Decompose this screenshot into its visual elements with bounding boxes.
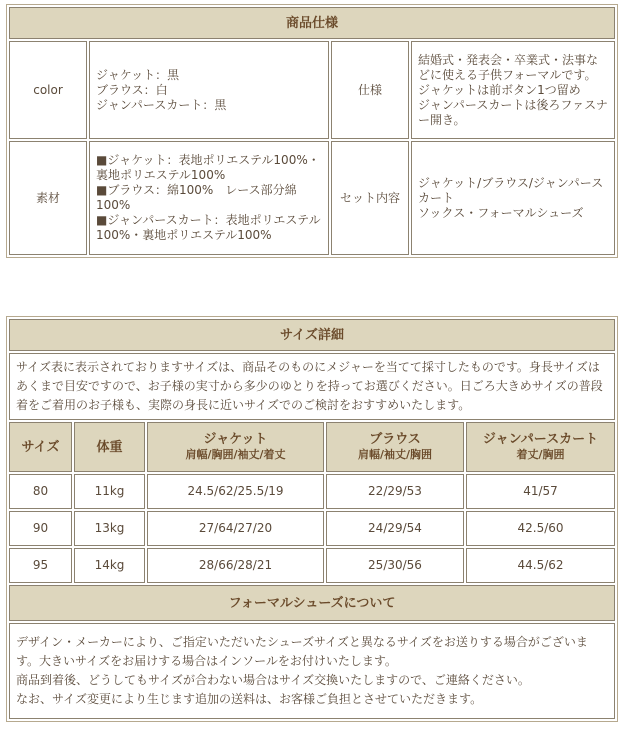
size-note: サイズ表に表示されておりますサイズは、商品そのものにメジャーを当てて採寸したものです。身長サイズはあくまで目安ですので、お子様の実寸から多少のゆとりを持ってお選びください。日ごろ大きめサイズの普段着をご着用のお子様も、実際の身長に近いサイズでのご検討をおすすめいたします。 <box>9 353 615 420</box>
table-row: 95 14kg 28/66/28/21 25/30/56 44.5/62 <box>9 548 615 583</box>
spec-table <box>6 4 618 258</box>
spec-label-color: color <box>9 41 87 139</box>
spec-value-shiyou: 結婚式・発表会・卒業式・法事などに使える子供フォーマルです。 ジャケットは前ボタン1つ留め ジャンパースカートは後ろファスナー開き。 <box>411 41 615 139</box>
size-title: サイズ詳細 <box>9 319 615 351</box>
size-table <box>6 316 618 722</box>
spec-value-material: ■ジャケット：表地ポリエステル100%・裏地ポリエステル100% ■ブラウス：綿100% レース部分綿100% ■ジャンパースカート：表地ポリエステル100%・裏地ポリエステル100% <box>89 141 329 255</box>
col-weight: 体重 <box>74 422 145 472</box>
col-blouse: ブラウス 肩幅/袖丈/胸囲 <box>326 422 464 472</box>
shoes-note: デザイン・メーカーにより、ご指定いただいたシューズサイズと異なるサイズをお送りする場合がございます。大きいサイズをお届けする場合はインソールをお付けいたします。 商品到着後、どうしてもサイズが合わない場合はサイズ交換いたしますので、ご連絡ください。 なお、サイズ変更により生じます追加の送料は、お客様ご負担とさせていただきます。 <box>9 623 615 719</box>
spec-label-set: セット内容 <box>331 141 409 255</box>
table-row: 90 13kg 27/64/27/20 24/29/54 42.5/60 <box>9 511 615 546</box>
col-size: サイズ <box>9 422 72 472</box>
table-row: 80 11kg 24.5/62/25.5/19 22/29/53 41/57 <box>9 474 615 509</box>
shoes-title: フォーマルシューズについて <box>9 585 615 621</box>
col-skirt: ジャンパースカート 着丈/胸囲 <box>466 422 615 472</box>
spec-title: 商品仕様 <box>9 7 615 39</box>
spec-value-color: ジャケット：黒 ブラウス：白 ジャンパースカート：黒 <box>89 41 329 139</box>
spec-label-material: 素材 <box>9 141 87 255</box>
spec-value-set: ジャケット/ブラウス/ジャンパースカート ソックス・フォーマルシューズ <box>411 141 615 255</box>
spec-label-shiyou: 仕様 <box>331 41 409 139</box>
col-jacket: ジャケット 肩幅/胸囲/袖丈/着丈 <box>147 422 324 472</box>
